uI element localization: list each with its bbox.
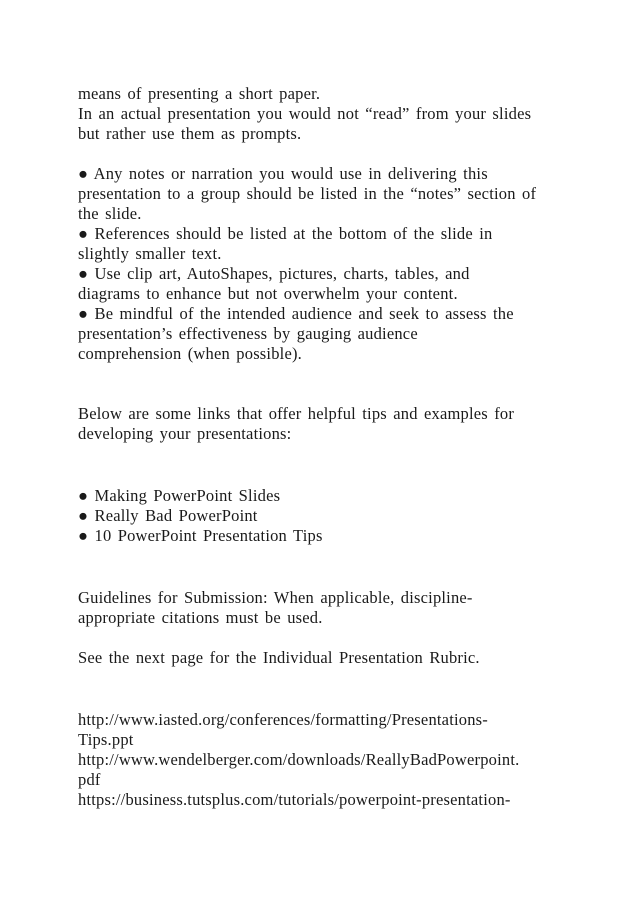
intro-line: means of presenting a short paper. xyxy=(78,84,321,103)
rubric-note: See the next page for the Individual Presentation Rubric. xyxy=(78,648,480,667)
intro-line: but rather use them as prompts. xyxy=(78,124,302,143)
bullet-notes-line: presentation to a group should be listed in the “notes” section of xyxy=(78,184,537,203)
bullet-audience-line: ● Be mindful of the intended audience and seek to assess the xyxy=(78,304,514,323)
bullet-audience-line: comprehension (when possible). xyxy=(78,344,302,363)
guidelines-line: Guidelines for Submission: When applicable, discipline- xyxy=(78,588,473,607)
bullet-clipart-line: ● Use clip art, AutoShapes, pictures, charts, tables, and xyxy=(78,264,470,283)
links-intro-line: Below are some links that offer helpful tips and examples for xyxy=(78,404,515,423)
bullet-notes-line: ● Any notes or narration you would use in delivering this xyxy=(78,164,488,183)
bullet-references-line: slightly smaller text. xyxy=(78,244,222,263)
links-intro-line: developing your presentations: xyxy=(78,424,292,443)
bullet-audience-line: presentation’s effectiveness by gauging audience xyxy=(78,324,418,343)
bullet-clipart-line: diagrams to enhance but not overwhelm your content. xyxy=(78,284,458,303)
url-line[interactable]: http://www.wendelberger.com/downloads/ReallyBadPowerpoint. xyxy=(78,750,520,769)
link-item[interactable]: ● 10 PowerPoint Presentation Tips xyxy=(78,526,323,545)
link-item[interactable]: ● Making PowerPoint Slides xyxy=(78,486,281,505)
bullet-notes-line: the slide. xyxy=(78,204,142,223)
guidelines-line: appropriate citations must be used. xyxy=(78,608,323,627)
url-line[interactable]: http://www.iasted.org/conferences/formatting/Presentations- xyxy=(78,710,488,729)
url-line[interactable]: pdf xyxy=(78,770,101,789)
link-item[interactable]: ● Really Bad PowerPoint xyxy=(78,506,258,525)
url-line[interactable]: https://business.tutsplus.com/tutorials/powerpoint-presentation- xyxy=(78,790,511,809)
url-line[interactable]: Tips.ppt xyxy=(78,730,134,749)
bullet-references-line: ● References should be listed at the bottom of the slide in xyxy=(78,224,493,243)
intro-line: In an actual presentation you would not “read” from your slides xyxy=(78,104,532,123)
